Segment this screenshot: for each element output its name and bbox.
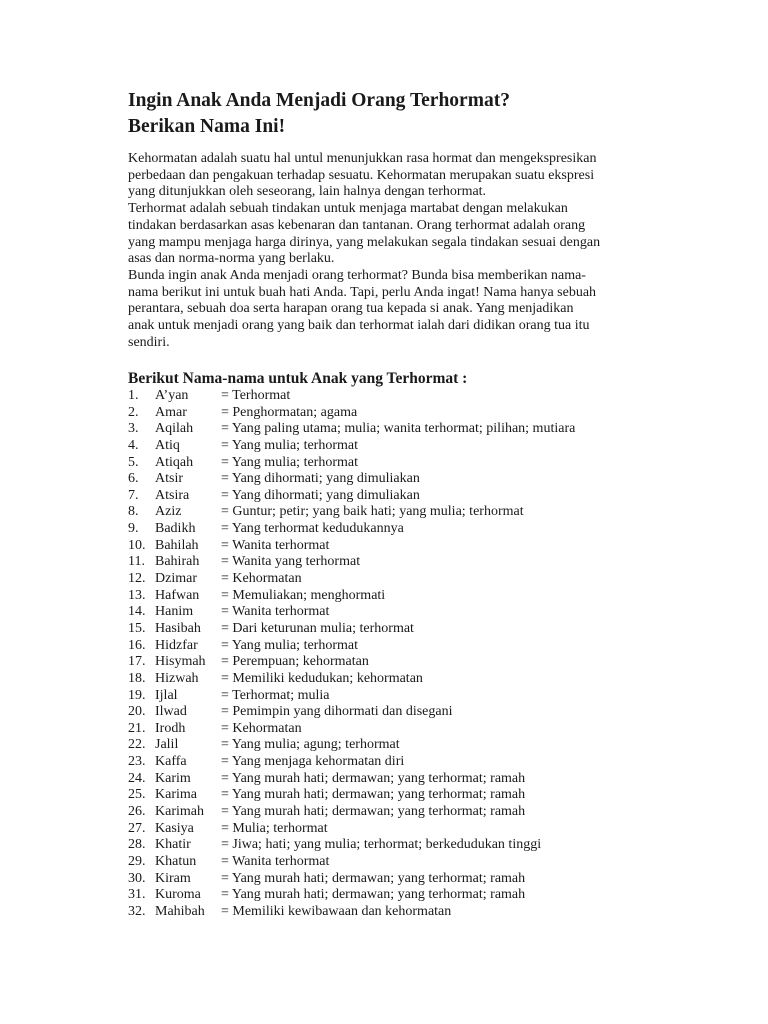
intro-line: nama berikut ini untuk buah hati Anda. Tapi, perlu Anda ingat! Nama hanya sebuah — [128, 284, 597, 300]
item-number: 29. — [128, 853, 146, 869]
item-number: 18. — [128, 670, 146, 686]
item-meaning: = Yang dihormati; yang dimuliakan — [221, 471, 420, 487]
item-meaning: = Terhormat; mulia — [221, 687, 330, 703]
item-number: 9. — [128, 521, 139, 537]
item-meaning: = Memuliakan; menghormati — [221, 587, 386, 603]
intro-line: Kehormatan adalah suatu hal untul menunjukkan rasa hormat dan mengekspresikan — [128, 151, 597, 166]
item-number: 26. — [128, 804, 146, 820]
item-number: 11. — [128, 554, 145, 570]
item-name: Hanim — [155, 604, 194, 620]
item-number: 30. — [128, 870, 146, 886]
item-name: Bahilah — [155, 537, 199, 553]
item-number: 1. — [128, 388, 139, 403]
item-meaning: = Yang mulia; agung; terhormat — [221, 737, 400, 753]
intro-line: sendiri. — [128, 334, 170, 350]
item-number: 31. — [128, 887, 146, 903]
item-name: Dzimar — [155, 571, 197, 587]
item-meaning: = Yang mulia; terhormat — [221, 454, 358, 470]
item-name: Mahibah — [155, 903, 205, 919]
item-name: Atsira — [155, 487, 190, 503]
item-number: 3. — [128, 421, 139, 437]
intro-line: tindakan berdasarkan asas kebenaran dan tantanan. Orang terhormat adalah orang — [128, 217, 586, 233]
item-meaning: = Yang murah hati; dermawan; yang terhormat; ramah — [221, 787, 526, 803]
item-name: Karim — [155, 770, 191, 786]
item-name: Aqilah — [155, 421, 194, 437]
item-name: Hidzfar — [155, 637, 198, 653]
intro-line: perantara, sebuah doa serta harapan orang tua kepada si anak. Yang menjadikan — [128, 301, 574, 317]
item-number: 32. — [128, 903, 146, 919]
intro-line: asas dan norma-norma yang berlaku. — [128, 251, 335, 267]
title-line-2: Berikan Nama Ini! — [128, 116, 286, 137]
item-name: Kuroma — [155, 887, 201, 903]
item-number: 28. — [128, 837, 146, 853]
item-name: Khatir — [155, 837, 191, 853]
title-line-1: Ingin Anak Anda Menjadi Orang Terhormat? — [128, 90, 510, 111]
item-name: A’yan — [155, 388, 189, 403]
item-number: 6. — [128, 471, 139, 487]
item-meaning: = Perempuan; kehormatan — [221, 654, 369, 670]
item-meaning: = Yang murah hati; dermawan; yang terhormat; ramah — [221, 770, 526, 786]
item-name: Atiqah — [155, 454, 194, 470]
page-title — [128, 88, 688, 140]
item-meaning: = Wanita terhormat — [221, 853, 330, 869]
item-meaning: = Yang mulia; terhormat — [221, 437, 358, 453]
item-number: 27. — [128, 820, 146, 836]
intro-line: yang mampu menjaga harga dirinya, yang melakukan segala tindakan sesuai dengan — [128, 234, 601, 250]
item-number: 2. — [128, 404, 139, 420]
intro-line: anak untuk menjadi orang yang baik dan terhormat ialah dari didikan orang tua itu — [128, 318, 590, 334]
item-number: 4. — [128, 437, 139, 453]
intro-line: perbedaan dan pengakuan terhadap sesuatu. Kehormatan merupakan suatu ekspresi — [128, 167, 595, 183]
item-meaning: = Penghormatan; agama — [221, 404, 358, 420]
intro-line: Bunda ingin anak Anda menjadi orang terhormat? Bunda bisa memberikan nama- — [128, 267, 586, 283]
item-number: 23. — [128, 754, 146, 770]
item-name: Atsir — [155, 471, 183, 487]
item-number: 20. — [128, 704, 146, 720]
item-name: Kaffa — [155, 754, 187, 770]
item-meaning: = Yang mulia; terhormat — [221, 637, 358, 653]
item-name: Ijlal — [155, 687, 178, 703]
item-name: Karima — [155, 787, 197, 803]
item-name: Bahirah — [155, 554, 200, 570]
item-number: 7. — [128, 487, 139, 503]
item-name: Hafwan — [155, 587, 200, 603]
item-meaning: = Wanita yang terhormat — [221, 554, 361, 570]
item-name: Hasibah — [155, 620, 201, 636]
item-number: 15. — [128, 620, 146, 636]
item-meaning: = Kehormatan — [221, 571, 302, 587]
list-heading: Berikut Nama-nama untuk Anak yang Terhormat : — [128, 370, 468, 387]
item-meaning: = Guntur; petir; yang baik hati; yang mulia; terhormat — [221, 504, 524, 520]
intro-paragraph — [128, 151, 688, 351]
item-name: Aziz — [155, 504, 182, 520]
item-meaning: = Yang paling utama; mulia; wanita terhormat; pilihan; mutiara — [221, 421, 576, 437]
item-name: Kiram — [155, 870, 191, 886]
item-meaning: = Dari keturunan mulia; terhormat — [221, 620, 414, 636]
item-number: 5. — [128, 454, 139, 470]
item-number: 25. — [128, 787, 146, 803]
intro-line: Terhormat adalah sebuah tindakan untuk menjaga martabat dengan melakukan — [128, 201, 568, 217]
item-meaning: = Yang murah hati; dermawan; yang terhormat; ramah — [221, 870, 526, 886]
item-name: Hizwah — [155, 670, 199, 686]
item-meaning: = Yang menjaga kehormatan diri — [221, 754, 405, 770]
item-meaning: = Mulia; terhormat — [221, 820, 328, 836]
item-name: Khatun — [155, 853, 197, 869]
item-name: Hisymah — [155, 654, 206, 670]
item-name: Amar — [155, 404, 187, 420]
item-name: Atiq — [155, 437, 180, 453]
item-meaning: = Yang terhormat kedudukannya — [221, 521, 404, 537]
item-number: 24. — [128, 770, 146, 786]
item-number: 10. — [128, 537, 146, 553]
item-number: 21. — [128, 720, 146, 736]
item-number: 17. — [128, 654, 146, 670]
item-meaning: = Terhormat — [221, 388, 291, 403]
item-meaning: = Jiwa; hati; yang mulia; terhormat; berkedudukan tinggi — [221, 837, 542, 853]
item-meaning: = Wanita terhormat — [221, 604, 330, 620]
item-meaning: = Yang murah hati; dermawan; yang terhormat; ramah — [221, 804, 526, 820]
item-meaning: = Memiliki kewibawaan dan kehormatan — [221, 903, 452, 919]
item-meaning: = Memiliki kedudukan; kehormatan — [221, 670, 423, 686]
item-number: 16. — [128, 637, 146, 653]
item-name: Karimah — [155, 804, 204, 820]
intro-line: yang ditunjukkan oleh seseorang, lain halnya dengan terhormat. — [128, 184, 487, 200]
item-name: Ilwad — [155, 704, 187, 720]
item-meaning: = Yang dihormati; yang dimuliakan — [221, 487, 420, 503]
item-name: Irodh — [155, 720, 186, 736]
item-number: 19. — [128, 687, 146, 703]
item-name: Kasiya — [155, 820, 194, 836]
item-number: 12. — [128, 571, 146, 587]
item-number: 14. — [128, 604, 146, 620]
item-number: 8. — [128, 504, 139, 520]
item-number: 13. — [128, 587, 146, 603]
item-meaning: = Pemimpin yang dihormati dan disegani — [221, 704, 453, 720]
item-name: Badikh — [155, 521, 196, 537]
item-meaning: = Wanita terhormat — [221, 537, 330, 553]
item-meaning: = Kehormatan — [221, 720, 302, 736]
item-meaning: = Yang murah hati; dermawan; yang terhormat; ramah — [221, 887, 526, 903]
item-name: Jalil — [155, 737, 179, 753]
item-number: 22. — [128, 737, 146, 753]
